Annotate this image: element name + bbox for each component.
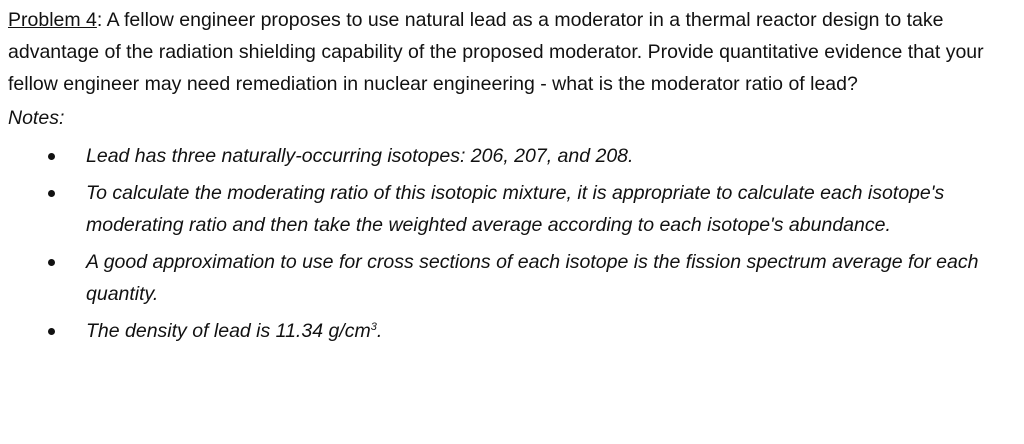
note-text: A good approximation to use for cross sections of each isotope is the fission spectrum average for each quantity.: [86, 251, 979, 305]
note-text: Lead has three naturally-occurring isotopes: 206, 207, and 208.: [86, 145, 634, 167]
problem-text: A fellow engineer proposes to use natural lead as a moderator in a thermal reactor design to take advantage of the radiation shielding capability of the proposed moderator. Provide quantitative evidence that your fellow engineer may need remediation in nuclear engineering - what is the moderator ratio of lead?: [8, 9, 984, 95]
note-text: To calculate the moderating ratio of this isotopic mixture, it is appropriate to calculate each isotope's moderating ratio and then take the weighted average according to each isotope's abundance.: [86, 182, 945, 236]
document-page: [8, 0, 1013, 352]
bullet-icon: [48, 259, 55, 266]
problem-label-colon: :: [96, 9, 107, 31]
list-item: [8, 315, 1013, 347]
problem-statement: [8, 4, 1013, 100]
bullet-icon: [48, 153, 55, 160]
note-text-end: .: [376, 320, 383, 342]
notes-list: [8, 140, 1013, 347]
superscript-exponent: 3: [370, 321, 377, 333]
list-item: [8, 177, 1013, 241]
bullet-icon: [48, 328, 55, 335]
notes-label: Notes:: [8, 107, 65, 129]
note-text: The density of lead is 11.34 g/cm: [86, 320, 371, 342]
list-item: [8, 246, 1013, 310]
list-item: [8, 140, 1013, 172]
bullet-icon: [48, 190, 55, 197]
problem-label: Problem 4: [8, 9, 97, 31]
